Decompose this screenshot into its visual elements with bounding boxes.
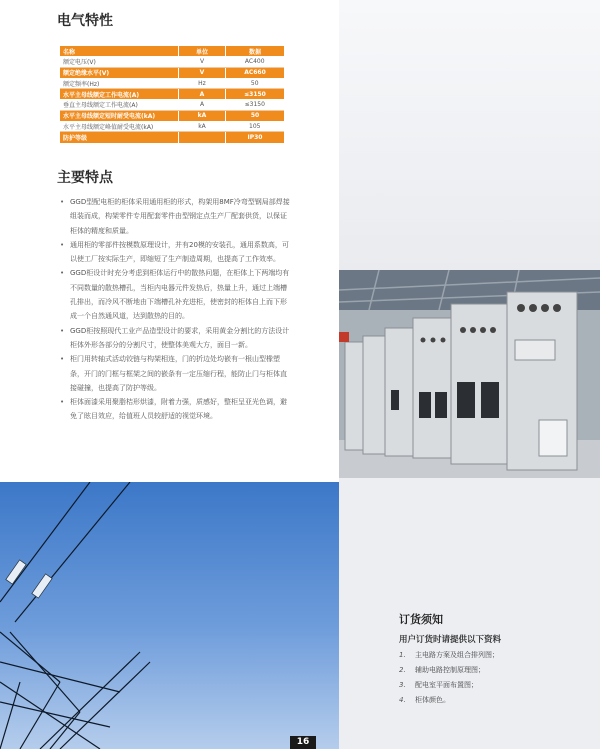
bullet-icon: • [60, 198, 65, 206]
transmission-tower-photo [0, 482, 339, 749]
spec-unit-cell: kA [179, 121, 226, 132]
features-section-title: 主要特点 [57, 170, 113, 186]
feature-text: 柜体面漆采用聚脂桔形烘漆，附着力强，质感好，整柜呈亚光色调，避免了眩目效应，给值班人员较舒适的视觉环境。 [70, 398, 287, 421]
electrical-spec-table [60, 46, 284, 143]
spec-unit-cell: V [179, 67, 226, 78]
spec-value-cell: 50 [226, 110, 285, 121]
spec-value-cell: 50 [226, 78, 285, 89]
spec-row [60, 78, 284, 89]
order-notice-subtitle: 用户订货时请提供以下资料 [399, 635, 502, 645]
feature-item [60, 395, 292, 424]
spec-row [60, 89, 284, 100]
bullet-icon: • [60, 398, 65, 407]
spec-name-cell: 额定绝缘水平(V) [60, 67, 179, 78]
electrical-section-title: 电气特性 [57, 13, 113, 29]
feature-item [60, 195, 292, 238]
spec-unit-cell: 单位 [179, 46, 226, 56]
spec-row [60, 56, 284, 67]
feature-item [60, 324, 292, 353]
spec-name-cell: 防护等级 [60, 132, 179, 143]
feature-item [60, 352, 292, 395]
feature-item [60, 266, 292, 323]
spec-unit-cell: A [179, 99, 226, 110]
spec-value-cell: ≤3150 [226, 99, 285, 110]
spec-row [60, 99, 284, 110]
spec-name-cell: 水平主母线额定峰值耐受电流(kA) [60, 121, 179, 132]
spec-row [60, 67, 284, 78]
order-item-text: 主电路方案及组合排列图； [415, 651, 499, 659]
bullet-icon: • [60, 240, 65, 249]
spec-value-cell: IP30 [226, 132, 285, 143]
spec-unit-cell: Hz [179, 78, 226, 89]
spec-row [60, 132, 284, 143]
order-requirements-list [399, 648, 499, 708]
order-item [399, 693, 499, 708]
feature-item [60, 238, 292, 267]
page-number: 16 [290, 736, 316, 749]
switchgear-photo [339, 270, 600, 478]
spec-header-row [60, 46, 284, 56]
spec-unit-cell: V [179, 56, 226, 67]
spec-value-cell: 105 [226, 121, 285, 132]
spec-name-cell: 额定电压(V) [60, 56, 179, 67]
spec-unit-cell: A [179, 89, 226, 100]
order-item [399, 648, 499, 663]
feature-text: GGD柜按照现代工业产品造型设计的要求，采用黄金分割比的方法设计柜体外形各部分的分割尺寸，使整体美观大方，面目一新。 [70, 326, 290, 349]
order-item-text: 柜体颜色。 [415, 696, 450, 704]
order-item-text: 配电室平面布置图； [415, 681, 478, 689]
order-notice-title: 订货须知 [399, 613, 443, 626]
order-item-number: 2. [399, 666, 406, 674]
spec-name-cell: 名称 [60, 46, 179, 56]
bullet-icon: • [60, 355, 65, 364]
spec-value-cell: 数据 [226, 46, 285, 56]
spec-value-cell: AC660 [226, 67, 285, 78]
feature-text: GGD型配电柜的柜体采用通用柜的形式，构架用8MF冷弯型钢局部焊接组装而成，构架零件专用配套零件由型钢定点生产厂配套供货，以保证柜体的精度和质量。 [70, 198, 290, 235]
feature-text: 通用柜的零部件按模数原理设计，并有20模的安装孔，通用系数高，可以使工厂按实际生产，即缩短了生产制造周期，也提高了工作效率。 [70, 240, 289, 264]
order-item [399, 678, 499, 693]
order-item-number: 4. [399, 696, 406, 704]
spec-value-cell: AC400 [226, 56, 285, 67]
spec-name-cell: 额定频率(Hz) [60, 78, 179, 89]
tower-illustration [0, 482, 339, 749]
feature-text: 柜门用转轴式活动铰链与构架相连，门的折边处均嵌有一根山型橡塑条，开门的门框与框架之间的嵌条有一定压缩行程，能防止门与柜体直接碰撞，也提高了防护等级。 [70, 355, 287, 392]
order-item-number: 1. [399, 651, 406, 659]
spec-row [60, 121, 284, 132]
spec-name-cell: 水平主母线额定短时耐受电流(kA) [60, 110, 179, 121]
order-item-text: 辅助电路控制原理图； [415, 666, 485, 674]
bullet-icon: • [60, 269, 65, 278]
feature-text: GGD柜设计时充分考虑到柜体运行中的散热问题，在柜体上下两端均有不同数量的散热槽孔，当柜内电器元件发热后，热量上升，通过上端槽孔排出，而冷风不断地由下端槽孔补充进柜，使密封的柜体自上而下形成一个自然通风道，达到散热的目的。 [70, 269, 290, 321]
spec-value-cell: ≤3150 [226, 89, 285, 100]
spec-unit-cell [179, 132, 226, 143]
spec-name-cell: 垂直主母线额定工作电流(A) [60, 99, 179, 110]
switchgear-illustration [339, 270, 600, 478]
order-item [399, 663, 499, 678]
spec-unit-cell: kA [179, 110, 226, 121]
order-item-number: 3. [399, 681, 406, 689]
spec-row [60, 110, 284, 121]
bullet-icon: • [60, 326, 65, 335]
spec-name-cell: 水平主母线额定工作电流(A) [60, 89, 179, 100]
features-list [60, 195, 292, 424]
